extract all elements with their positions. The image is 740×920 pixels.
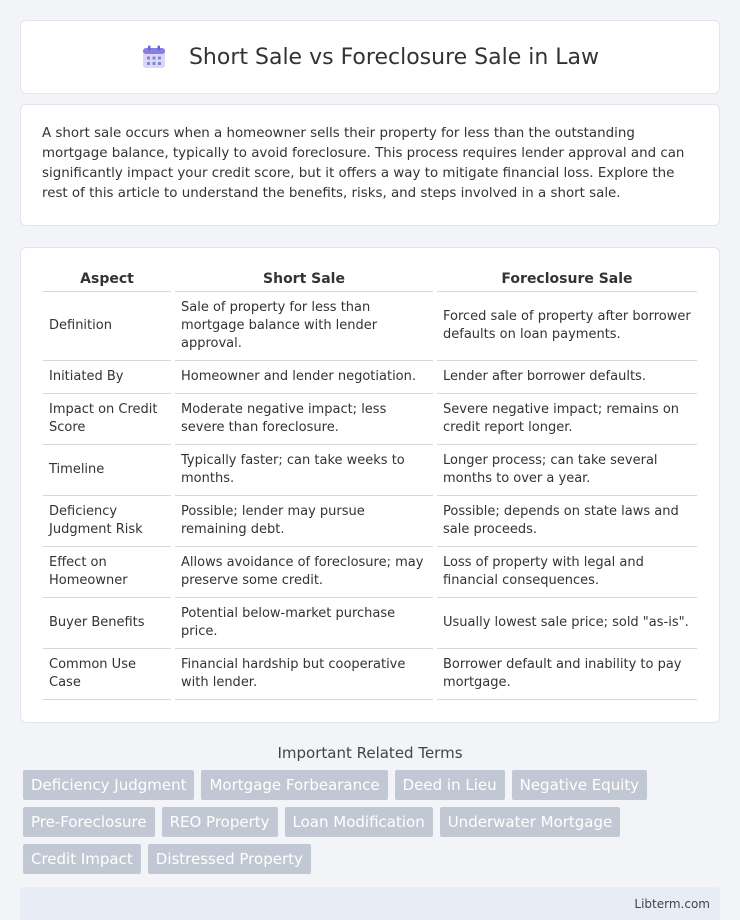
cell-foreclosure-sale: Loss of property with legal and financial consequences. (437, 547, 697, 598)
cell-aspect: Common Use Case (43, 649, 171, 700)
comparison-table (39, 266, 701, 700)
related-term-tag[interactable]: Credit Impact (23, 844, 141, 874)
related-term-tag[interactable]: Underwater Mortgage (440, 807, 621, 837)
related-terms-list (23, 770, 720, 874)
cell-aspect: Definition (43, 292, 171, 361)
intro-card (20, 104, 720, 226)
related-term-tag[interactable]: Pre-Foreclosure (23, 807, 155, 837)
cell-short-sale: Homeowner and lender negotiation. (175, 361, 433, 394)
related-term-tag[interactable]: Negative Equity (512, 770, 648, 800)
cell-short-sale: Sale of property for less than mortgage balance with lender approval. (175, 292, 433, 361)
header-aspect: Aspect (43, 266, 171, 292)
footer-site-link[interactable]: Libterm.com (634, 897, 710, 911)
cell-foreclosure-sale: Usually lowest sale price; sold "as-is". (437, 598, 697, 649)
cell-aspect: Effect on Homeowner (43, 547, 171, 598)
page-title: Short Sale vs Foreclosure Sale in Law (188, 44, 600, 70)
related-term-tag[interactable]: Mortgage Forbearance (201, 770, 387, 800)
related-term-tag[interactable]: Deed in Lieu (395, 770, 505, 800)
related-term-tag[interactable]: Deficiency Judgment (23, 770, 194, 800)
footer (20, 887, 720, 920)
cell-short-sale: Potential below-market purchase price. (175, 598, 433, 649)
related-terms-title: Important Related Terms (277, 744, 463, 762)
cell-aspect: Impact on Credit Score (43, 394, 171, 445)
table-row (43, 496, 697, 547)
table-row (43, 445, 697, 496)
cell-aspect: Initiated By (43, 361, 171, 394)
related-term-tag[interactable]: REO Property (162, 807, 278, 837)
header-short-sale: Short Sale (175, 266, 433, 292)
cell-foreclosure-sale: Longer process; can take several months to over a year. (437, 445, 697, 496)
table-row (43, 598, 697, 649)
cell-aspect: Timeline (43, 445, 171, 496)
header-card (20, 20, 720, 94)
cell-short-sale: Moderate negative impact; less severe than foreclosure. (175, 394, 433, 445)
table-row (43, 292, 697, 361)
cell-foreclosure-sale: Borrower default and inability to pay mortgage. (437, 649, 697, 700)
table-header-row (43, 266, 697, 292)
cell-foreclosure-sale: Forced sale of property after borrower defaults on loan payments. (437, 292, 697, 361)
comparison-table-card (20, 247, 720, 723)
cell-short-sale: Allows avoidance of foreclosure; may preserve some credit. (175, 547, 433, 598)
cell-short-sale: Financial hardship but cooperative with lender. (175, 649, 433, 700)
cell-foreclosure-sale: Severe negative impact; remains on credit report longer. (437, 394, 697, 445)
table-row (43, 394, 697, 445)
cell-aspect: Deficiency Judgment Risk (43, 496, 171, 547)
related-term-tag[interactable]: Distressed Property (148, 844, 311, 874)
table-row (43, 649, 697, 700)
cell-aspect: Buyer Benefits (43, 598, 171, 649)
calendar-icon (141, 44, 167, 70)
table-row (43, 547, 697, 598)
intro-text: A short sale occurs when a homeowner sells their property for less than the outstanding mortgage balance, typically to avoid foreclosure. This process requires lender approval and can significantly impact your credit score, but it offers a way to mitigate financial loss. Explore the rest of this article to understand the benefits, risks, and steps involved in a short sale. (42, 126, 685, 201)
header-foreclosure-sale: Foreclosure Sale (437, 266, 697, 292)
table-row (43, 361, 697, 394)
cell-short-sale: Possible; lender may pursue remaining debt. (175, 496, 433, 547)
cell-short-sale: Typically faster; can take weeks to months. (175, 445, 433, 496)
cell-foreclosure-sale: Lender after borrower defaults. (437, 361, 697, 394)
cell-foreclosure-sale: Possible; depends on state laws and sale proceeds. (437, 496, 697, 547)
related-term-tag[interactable]: Loan Modification (285, 807, 433, 837)
